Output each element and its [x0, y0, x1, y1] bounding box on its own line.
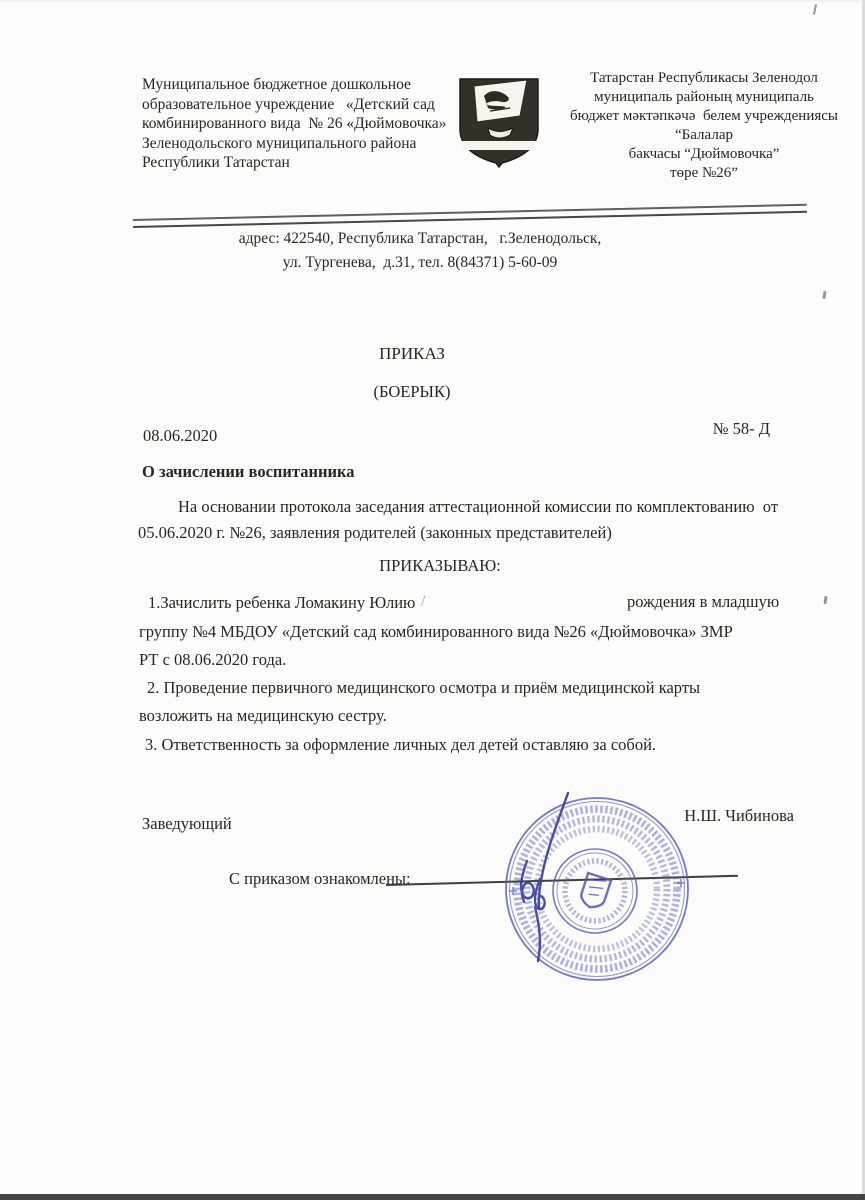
- signer-position: Заведующий: [142, 814, 232, 833]
- item1-redaction-mark: /: [421, 591, 426, 610]
- org-line: төре №26”: [670, 165, 738, 181]
- letterhead-double-rule: [133, 204, 807, 228]
- org-line: комбинированного вида № 26 «Дюймовочка»: [142, 115, 447, 132]
- org-name-russian: [142, 75, 460, 173]
- order-number: № 58- Д: [712, 419, 770, 438]
- org-line: муниципаль районың муниципаль: [594, 89, 814, 105]
- resolution-word: ПРИКАЗЫВАЮ:: [379, 556, 501, 575]
- scan-artifact-mark: [813, 4, 817, 15]
- item2-line1: 2. Проведение первичного медицинского осмотра и приём медицинской карты: [147, 678, 701, 697]
- item1-line3: РТ с 08.06.2020 года.: [139, 650, 287, 669]
- coat-of-arms-icon: [450, 74, 548, 168]
- order-title: ПРИКАЗ: [379, 344, 445, 363]
- org-line: Муниципальное бюджетное дошкольное: [142, 76, 411, 93]
- scan-edge-bottom: [0, 1194, 865, 1200]
- item1-line2: группу №4 МБДОУ «Детский сад комбинированного вида №26 «Дюймовочка» ЗМР: [139, 622, 733, 641]
- scan-artifact-mark: [823, 596, 827, 604]
- org-line: Зеленодольского муниципального района: [142, 134, 417, 152]
- address-line: ул. Тургенева, д.31, тел. 8(84371) 5-60-09: [282, 254, 558, 271]
- item3: 3. Ответственность за оформление личных дел детей оставляю за собой.: [145, 735, 657, 754]
- preamble: [138, 494, 802, 546]
- item2-line2: возложить на медицинскую сестру.: [139, 706, 387, 725]
- order-date: 08.06.2020: [143, 426, 218, 445]
- acknowledgement-label: С приказом ознакомлены:: [229, 869, 411, 888]
- order-subject: О зачислении воспитанника: [142, 462, 355, 481]
- org-line: Республики Татарстан: [142, 154, 290, 171]
- order-title-tatar: (БОЕРЫК): [373, 382, 451, 401]
- org-line: бюджет мәктәпкәчә белем учреждениясы “Балалар: [570, 108, 842, 143]
- address-block: [120, 227, 720, 275]
- address-line: адрес: 422540, Республика Татарстан, г.Зеленодольск,: [238, 230, 602, 247]
- item1-line1-left: 1.Зачислить ребенка Ломакину Юлию: [148, 593, 416, 612]
- scan-edge-top: [0, 0, 865, 2]
- org-line: Татарстан Республикасы Зеленодол: [590, 70, 818, 86]
- preamble-line: 05.06.2020 г. №26, заявления родителей (законных представителей): [138, 523, 612, 542]
- signature-ink: [505, 789, 577, 975]
- org-line: бакчасы “Дюймовочка”: [628, 146, 780, 162]
- item1-line1-right: рождения в младшую: [627, 592, 780, 611]
- org-name-tatar: [543, 69, 865, 183]
- preamble-line: На основании протокола заседания аттестационной комиссии по комплектованию от: [178, 497, 779, 516]
- signer-name: Н.Ш. Чибинова: [684, 806, 794, 825]
- org-line: образовательное учреждение «Детский сад: [142, 95, 435, 113]
- scan-artifact-mark: [822, 291, 826, 299]
